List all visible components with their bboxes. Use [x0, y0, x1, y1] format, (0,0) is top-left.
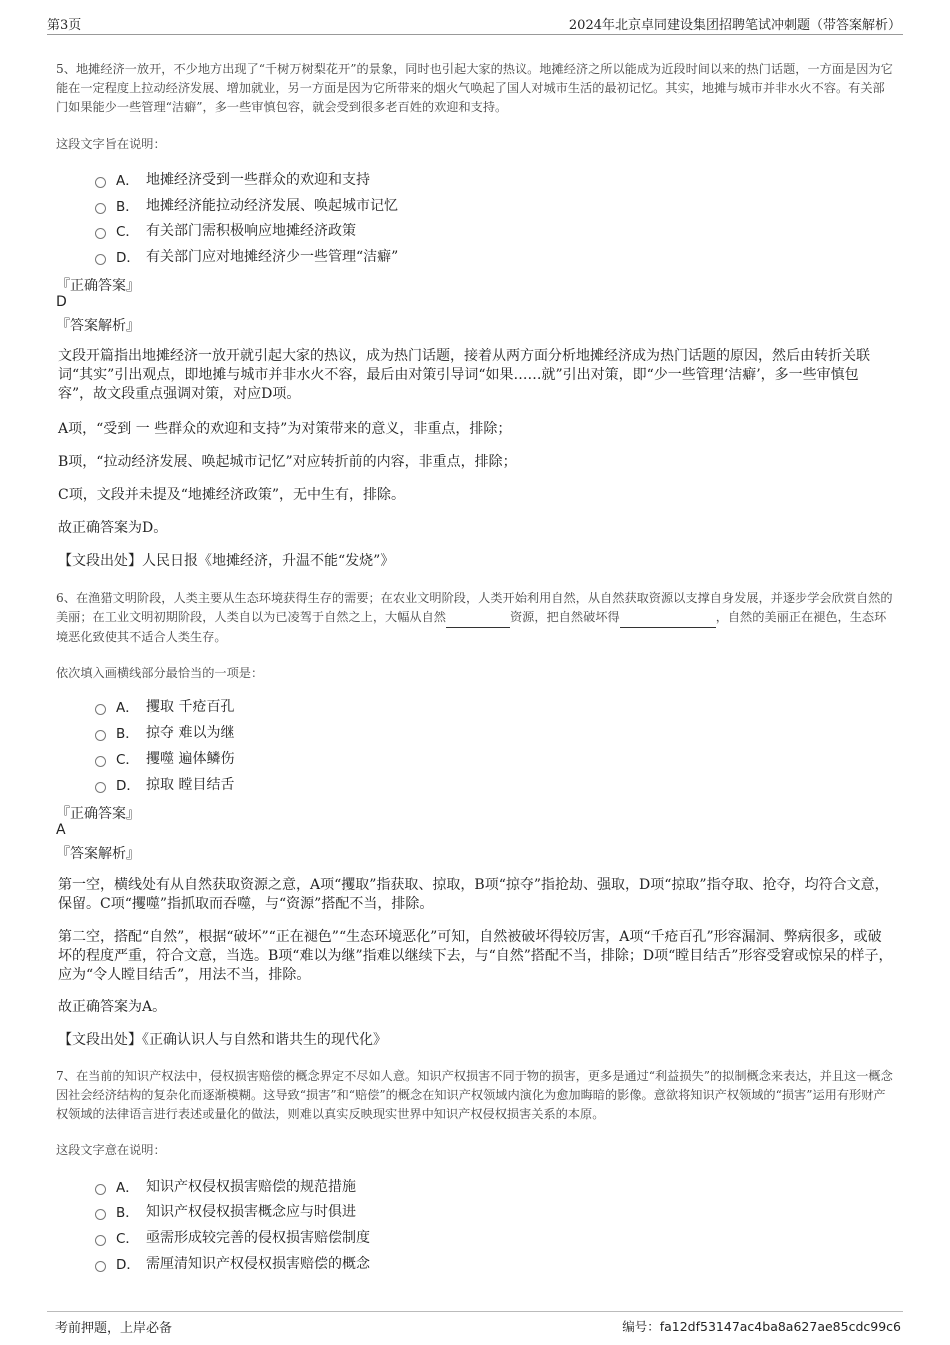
option-letter: D．	[116, 250, 140, 266]
radio-icon[interactable]	[95, 177, 106, 188]
question-6-source: 【文段出处】《正确认识人与自然和谐共生的现代化》	[58, 1032, 387, 1048]
question-6-text	[56, 589, 896, 647]
question-6-answer: A	[56, 822, 66, 838]
radio-icon[interactable]	[95, 730, 106, 741]
option-letter: B．	[116, 1205, 139, 1221]
question-5-option-d[interactable]	[95, 245, 398, 267]
question-6-option-d[interactable]	[95, 773, 234, 795]
radio-icon[interactable]	[95, 756, 106, 767]
option-text: 需厘清知识产权侵权损害赔偿的概念	[146, 1256, 370, 1272]
question-7-text: 7、在当前的知识产权法中，侵权损害赔偿的概念界定不尽如人意。知识产权损害不同于物的损害，更多是通过“利益损失”的拟制概念来表达，并且这一概念因社会经济结构的复杂化而逐渐模糊。这导致“损害”和“赔偿”的概念在知识产权领域内演化为愈加晦暗的影像。意欲将知识产权领域的“损害”运用有形财产权领域的法律语言进行表述或量化的做法，则难以真实反映现实世界中知识产权侵权损害关系的本原。	[56, 1069, 893, 1121]
question-6-text-part: ，自然的美丽正在褪色，生态环境恶化致使其不适合人类生存。	[56, 610, 887, 644]
document-code: 编号：fa12df53147ac4ba8a627ae85cdc99c6	[622, 1319, 901, 1334]
question-5-analysis-paragraph: A项，“受到 一 些群众的欢迎和支持”为对策带来的意义，非重点，排除；	[58, 421, 512, 437]
question-7-option-a[interactable]	[95, 1175, 356, 1197]
question-5-analysis-paragraph: 文段开篇指出地摊经济一放开就引起大家的热议，成为热门话题，接着从两方面分析地摊经济成为热门话题的原因，然后由转折关联词“其实”引出观点，即地摊与城市并非水火不容，最后由对策引导词“如果……就”引出对策，即“少一些管理‘洁癖’，多一些审慎包容”，故文段重点强调对策，对应D项。	[58, 348, 870, 402]
option-letter: D．	[116, 778, 140, 794]
page-number: 第3页	[47, 18, 82, 33]
document-title: 2024年北京卓同建设集团招聘笔试冲刺题（带答案解析）	[568, 18, 901, 33]
question-5-answer: D	[56, 294, 67, 310]
option-letter: A．	[116, 1180, 139, 1196]
radio-icon[interactable]	[95, 203, 106, 214]
option-letter: C．	[116, 224, 139, 240]
question-5-analysis-paragraph: B项，“拉动经济发展、唤起城市记忆”对应转折前的内容，非重点，排除；	[58, 454, 517, 470]
question-6-text-part: 6、在渔猎文明阶段，人类主要从生态环境获得生存的需要；在农业文明阶段，人类开始利用自然，从自然获取资源以支撑自身发展，并逐步学会欣赏自然的美丽；在工业文明初期阶段，人类自以为已凌驾于自然之上，大幅从自然	[56, 591, 893, 624]
question-5-text: 5、地摊经济一放开，不少地方出现了“千树万树梨花开”的景象，同时也引起大家的热议。地摊经济之所以能成为近段时间以来的热门话题，一方面是因为它能在一定程度上拉动经济发展、增加就业，另一方面是因为它所带来的烟火气唤起了国人对城市生活的最初记忆。其实，地摊与城市并非水火不容。有关部门如果能少一些管理“洁癖”，多一些审慎包容，就会受到很多老百姓的欢迎和支持。	[56, 62, 893, 114]
question-5-prompt: 这段文字旨在说明：	[56, 137, 166, 151]
radio-icon[interactable]	[95, 1209, 106, 1220]
question-5-answer-label: 『正确答案』	[56, 278, 140, 294]
question-6-prompt: 依次填入画横线部分最恰当的一项是：	[56, 666, 264, 680]
radio-icon[interactable]	[95, 228, 106, 239]
question-7-option-c[interactable]	[95, 1226, 370, 1248]
radio-icon[interactable]	[95, 782, 106, 793]
option-text: 攫噬 遍体鳞伤	[146, 751, 235, 767]
footer-slogan: 考前押题，上岸必备	[55, 1321, 173, 1336]
option-letter: C．	[116, 752, 139, 768]
option-text: 地摊经济受到一些群众的欢迎和支持	[146, 172, 370, 188]
question-5-analysis-label: 『答案解析』	[56, 318, 140, 334]
radio-icon[interactable]	[95, 254, 106, 265]
question-7-option-d[interactable]	[95, 1252, 370, 1274]
option-letter: A．	[116, 700, 139, 716]
option-letter: C．	[116, 1231, 139, 1247]
question-6-text-part: 资源，把自然破坏得	[510, 610, 620, 624]
option-text: 亟需形成较完善的侵权损害赔偿制度	[146, 1230, 370, 1246]
question-6-option-a[interactable]	[95, 695, 234, 717]
option-text: 地摊经济能拉动经济发展、唤起城市记忆	[146, 198, 398, 214]
option-text: 攫取 千疮百孔	[146, 699, 235, 715]
option-letter: A．	[116, 173, 139, 189]
option-text: 有关部门需积极响应地摊经济政策	[146, 223, 356, 239]
question-7-prompt: 这段文字意在说明：	[56, 1143, 166, 1157]
question-6-option-c[interactable]	[95, 747, 234, 769]
option-text: 知识产权侵权损害赔偿的规范措施	[146, 1179, 356, 1195]
radio-icon[interactable]	[95, 1184, 106, 1195]
question-5-option-a[interactable]	[95, 168, 370, 190]
question-5-option-c[interactable]	[95, 219, 356, 241]
question-6-analysis-label: 『答案解析』	[56, 846, 140, 862]
question-6-option-b[interactable]	[95, 721, 234, 743]
page-footer	[47, 1311, 903, 1337]
question-5-option-b[interactable]	[95, 194, 398, 216]
fill-blank-1	[446, 608, 510, 628]
question-5-analysis-paragraph: 故正确答案为D。	[58, 520, 168, 536]
question-7-option-b[interactable]	[95, 1200, 356, 1222]
radio-icon[interactable]	[95, 704, 106, 715]
fill-blank-2	[620, 608, 716, 628]
option-letter: B．	[116, 199, 139, 215]
question-5-analysis-paragraph: C项，文段并未提及“地摊经济政策”，无中生有，排除。	[58, 487, 406, 503]
question-5-source: 【文段出处】人民日报《地摊经济，升温不能“发烧”》	[58, 553, 395, 569]
option-letter: B．	[116, 726, 139, 742]
question-6-analysis-paragraph: 故正确答案为A。	[58, 999, 167, 1015]
question-6-analysis-paragraph: 第二空，搭配“自然”，根据“破坏”“正在褪色”“生态环境恶化”可知，自然被破坏得较厉害，A项“千疮百孔”形容漏洞、弊病很多，或破坏的程度严重，符合文意，当选。B项“难以为继”指难以继续下去，与“自然”搭配不当，排除；D项“瞠目结舌”形容受窘或惊呆的样子，应为“令人瞠目结舌”，用法不当，排除。	[58, 929, 893, 983]
page-header	[47, 14, 903, 35]
question-6-analysis-paragraph: 第一空，横线处有从自然获取资源之意，A项“攫取”指获取、掠取，B项“掠夺”指抢劫、强取，D项“掠取”指夺取、抢夺，均符合文意，保留。C项“攫噬”指抓取而吞噬，与“资源”搭配不当，排除。	[58, 877, 889, 912]
option-text: 掠取 瞠目结舌	[146, 777, 235, 793]
question-6-answer-label: 『正确答案』	[56, 806, 140, 822]
option-letter: D．	[116, 1257, 140, 1273]
radio-icon[interactable]	[95, 1235, 106, 1246]
option-text: 掠夺 难以为继	[146, 725, 235, 741]
radio-icon[interactable]	[95, 1261, 106, 1272]
option-text: 有关部门应对地摊经济少一些管理“洁癖”	[146, 249, 399, 265]
option-text: 知识产权侵权损害概念应与时俱进	[146, 1204, 356, 1220]
